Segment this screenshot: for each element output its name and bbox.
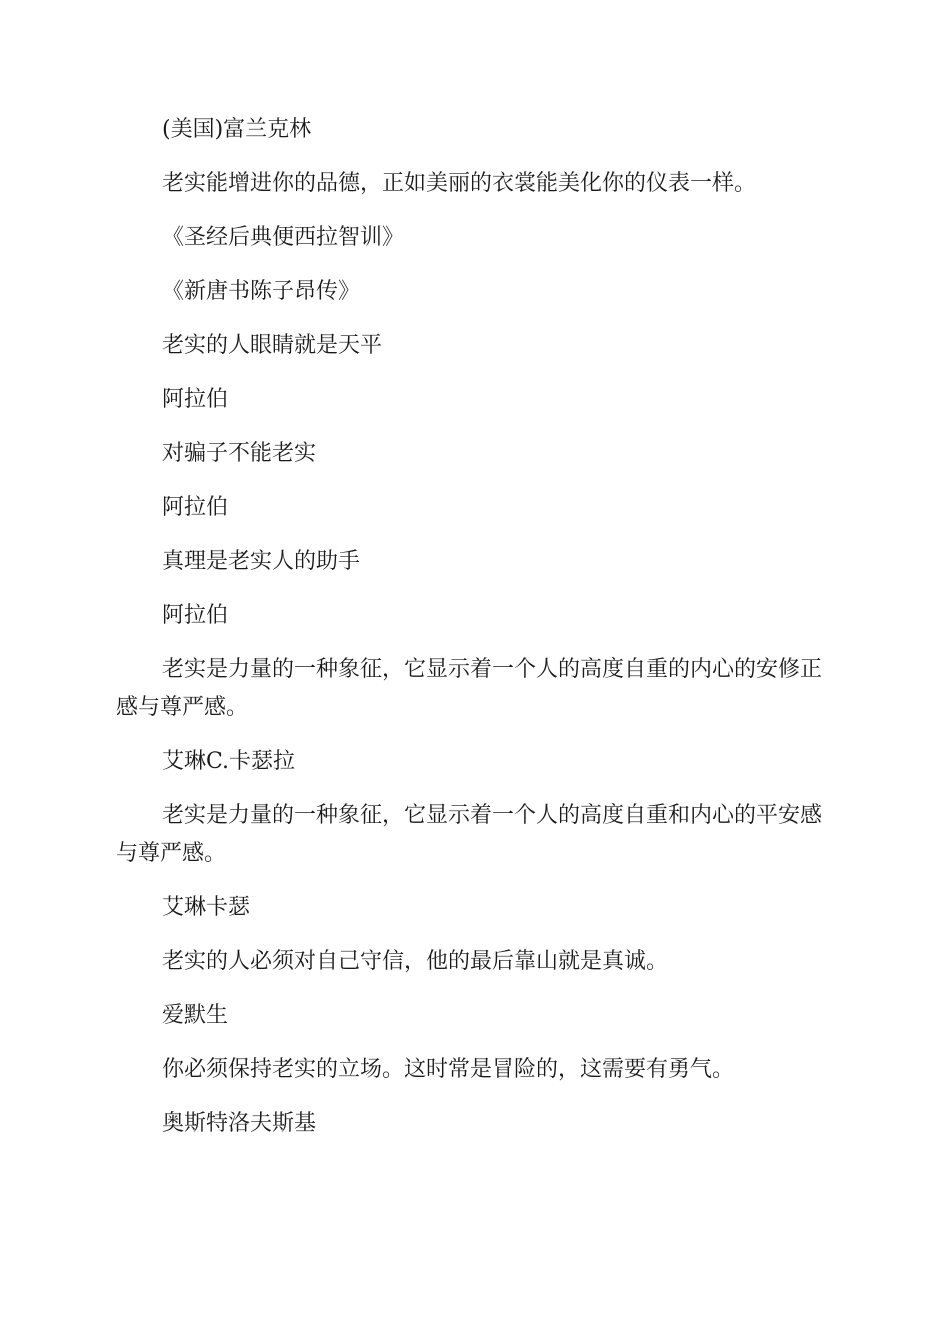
source-line: 《新唐书陈子昂传》 — [162, 279, 361, 304]
author-line: 阿拉伯 — [162, 387, 229, 412]
author-line: 阿拉伯 — [162, 495, 229, 520]
paragraph-line: 感与尊严感。 — [116, 695, 249, 720]
quote-line: 真理是老实人的助手 — [162, 549, 361, 574]
author-line: 艾琳C.卡瑟拉 — [162, 749, 296, 774]
author-line: 奥斯特洛夫斯基 — [162, 1111, 317, 1136]
author-line: 爱默生 — [162, 1003, 229, 1028]
author-line: 阿拉伯 — [162, 603, 229, 628]
quote-paragraph — [116, 655, 822, 723]
paragraph-line: 老实是力量的一种象征，它显示着一个人的高度自重的内心的安修正 — [162, 657, 823, 682]
author-line: (美国)富兰克林 — [162, 117, 312, 142]
quote-line: 老实的人必须对自己守信，他的最后靠山就是真诚。 — [162, 949, 669, 974]
quote-line: 你必须保持老实的立场。这时常是冒险的，这需要有勇气。 — [162, 1057, 735, 1082]
paragraph-line: 与尊严感。 — [116, 841, 227, 866]
quote-line: 老实能增进你的品德，正如美丽的衣裳能美化你的仪表一样。 — [162, 171, 757, 196]
source-line: 《圣经后典便西拉智训》 — [162, 225, 405, 250]
author-line: 艾琳卡瑟 — [162, 895, 251, 920]
paragraph-line: 老实是力量的一种象征，它显示着一个人的高度自重和内心的平安感 — [162, 803, 823, 828]
quote-line: 老实的人眼睛就是天平 — [162, 333, 383, 358]
quote-line: 对骗子不能老实 — [162, 441, 317, 466]
quote-paragraph — [116, 801, 822, 869]
